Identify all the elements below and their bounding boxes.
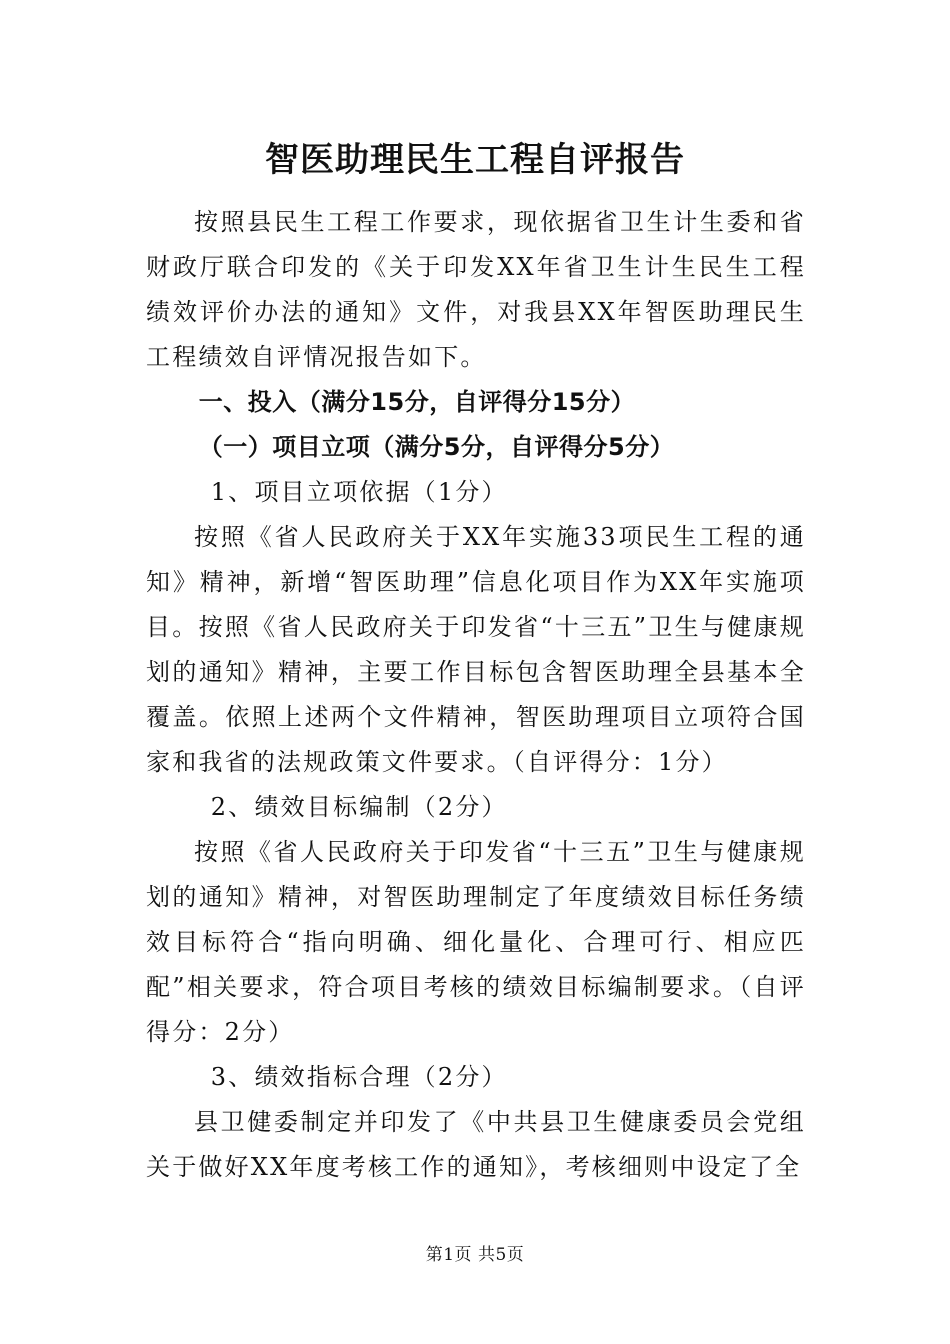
subsection-heading-project-approval: （一）项目立项（满分5分，自评得分5分）	[198, 433, 675, 461]
document-title: 智医助理民生工程自评报告	[265, 140, 685, 180]
section-heading-input: 一、投入（满分15分，自评得分15分）	[198, 388, 636, 416]
item-heading-approval-basis: 1、项目立项依据（1分）	[210, 478, 508, 506]
document-body	[146, 200, 806, 1190]
page-footer: 第1页 共5页	[425, 1245, 525, 1265]
item-heading-performance-goals: 2、绩效目标编制（2分）	[210, 793, 508, 821]
item-body-performance-goals: 按照《省人民政府关于印发省“十三五”卫生与健康规划的通知》精神，对智医助理制定了年度绩效目标任务绩效目标符合“指向明确、细化量化、合理可行、相应匹配”相关要求，符合项目考核的绩效目标编制要求。（自评得分：2分）	[146, 838, 806, 1046]
item-body-approval-basis: 按照《省人民政府关于XX年实施33项民生工程的通知》精神，新增“智医助理”信息化项目作为XX年实施项目。按照《省人民政府关于印发省“十三五”卫生与健康规划的通知》精神，主要工作目标包含智医助理全县基本全覆盖。依照上述两个文件精神，智医助理项目立项符合国家和我省的法规政策文件要求。（自评得分：1分）	[146, 523, 806, 776]
item-body-performance-indicators: 县卫健委制定并印发了《中共县卫生健康委员会党组关于做好XX年度考核工作的通知》，考核细则中设定了全	[146, 1108, 806, 1181]
item-heading-performance-indicators: 3、绩效指标合理（2分）	[210, 1063, 508, 1091]
intro-paragraph: 按照县民生工程工作要求，现依据省卫生计生委和省财政厅联合印发的《关于印发XX年省卫生计生民生工程绩效评价办法的通知》文件，对我县XX年智医助理民生工程绩效自评情况报告如下。	[146, 208, 806, 371]
